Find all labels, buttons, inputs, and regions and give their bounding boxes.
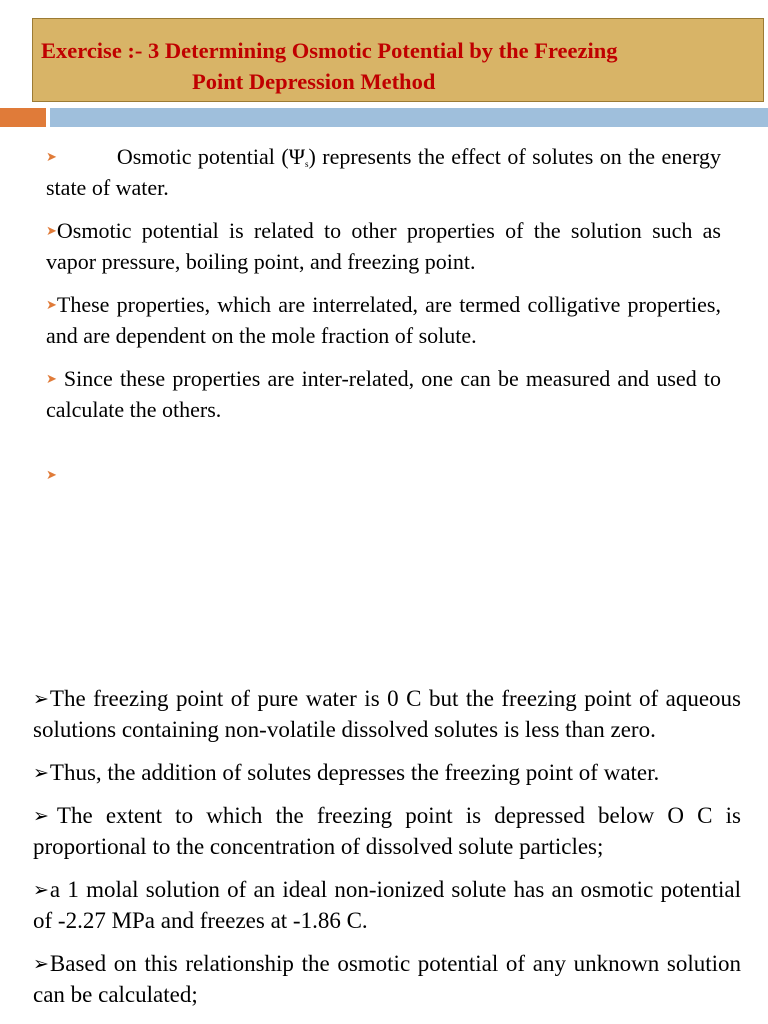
header-divider-bar xyxy=(0,108,768,127)
divider-blue-segment xyxy=(50,108,768,127)
bullet-text: Since these properties are inter-related, one can be measured and used to calculate the others. xyxy=(46,366,721,422)
title-box xyxy=(32,18,764,102)
orange-arrow-bullet-icon: ➤ xyxy=(46,149,57,164)
bullet-relationship-calculated xyxy=(33,948,741,1010)
slide-title-line-2: Point Depression Method xyxy=(192,69,436,94)
black-arrow-bullet-icon: ➢ xyxy=(33,879,49,901)
slide-title-line-1: Exercise :- 3 Determining Osmotic Potential by the Freezing xyxy=(41,38,618,63)
bullet-text: Based on this relationship the osmotic potential of any unknown solution can be calculated; xyxy=(33,951,741,1007)
psi-subscript: s xyxy=(304,159,309,169)
bullet-text: The extent to which the freezing point is depressed below O C is proportional to the concentration of dissolved solute particles; xyxy=(33,803,741,859)
bullet-text-part-1: Osmotic potential (Ψ xyxy=(116,144,305,169)
slide-one-body xyxy=(46,141,721,425)
slide-separator xyxy=(0,660,768,661)
bullet-inter-related xyxy=(46,363,721,425)
bullet-osmotic-potential-definition xyxy=(46,141,721,203)
orange-arrow-bullet-icon: ➤ xyxy=(46,223,57,238)
black-arrow-bullet-icon: ➢ xyxy=(33,762,49,784)
bullet-text: Osmotic potential is related to other properties of the solution such as vapor pressure, boiling point, and freezing point. xyxy=(46,218,721,274)
black-arrow-bullet-icon: ➢ xyxy=(33,953,49,975)
bullet-one-molal-solution xyxy=(33,874,741,936)
bullet-text: a 1 molal solution of an ideal non-ionized solute has an osmotic potential of -2.27 MPa and freezes at -1.86 C. xyxy=(33,877,741,933)
bullet-solutes-depress xyxy=(33,757,741,788)
bullet-freezing-point-water xyxy=(33,683,741,745)
bullet-text: Thus, the addition of solutes depresses the freezing point of water. xyxy=(49,760,660,785)
slide-two-body xyxy=(33,683,741,1022)
bullet-text: These properties, which are interrelated, are termed colligative properties, and are dependent on the mole fraction of solute. xyxy=(46,292,721,348)
black-arrow-bullet-icon: ➢ xyxy=(33,688,49,710)
orange-arrow-bullet-icon: ➤ xyxy=(46,297,57,312)
bullet-text: The freezing point of pure water is 0 C but the freezing point of aqueous solutions containing non-volatile dissolved solutes is less than zero. xyxy=(33,686,741,742)
bullet-extent-depressed xyxy=(33,800,741,862)
divider-orange-segment xyxy=(0,108,46,127)
bullet-colligative-properties xyxy=(46,289,721,351)
bullet-text-part-2: ) represents the effect of solutes on the energy state of water. xyxy=(46,144,721,200)
slide-title xyxy=(41,35,757,97)
empty-orange-arrow-bullet-icon: ➤ xyxy=(46,467,57,482)
orange-arrow-bullet-icon: ➤ xyxy=(46,371,57,386)
bullet-related-properties xyxy=(46,215,721,277)
black-arrow-bullet-icon: ➢ xyxy=(33,805,49,827)
